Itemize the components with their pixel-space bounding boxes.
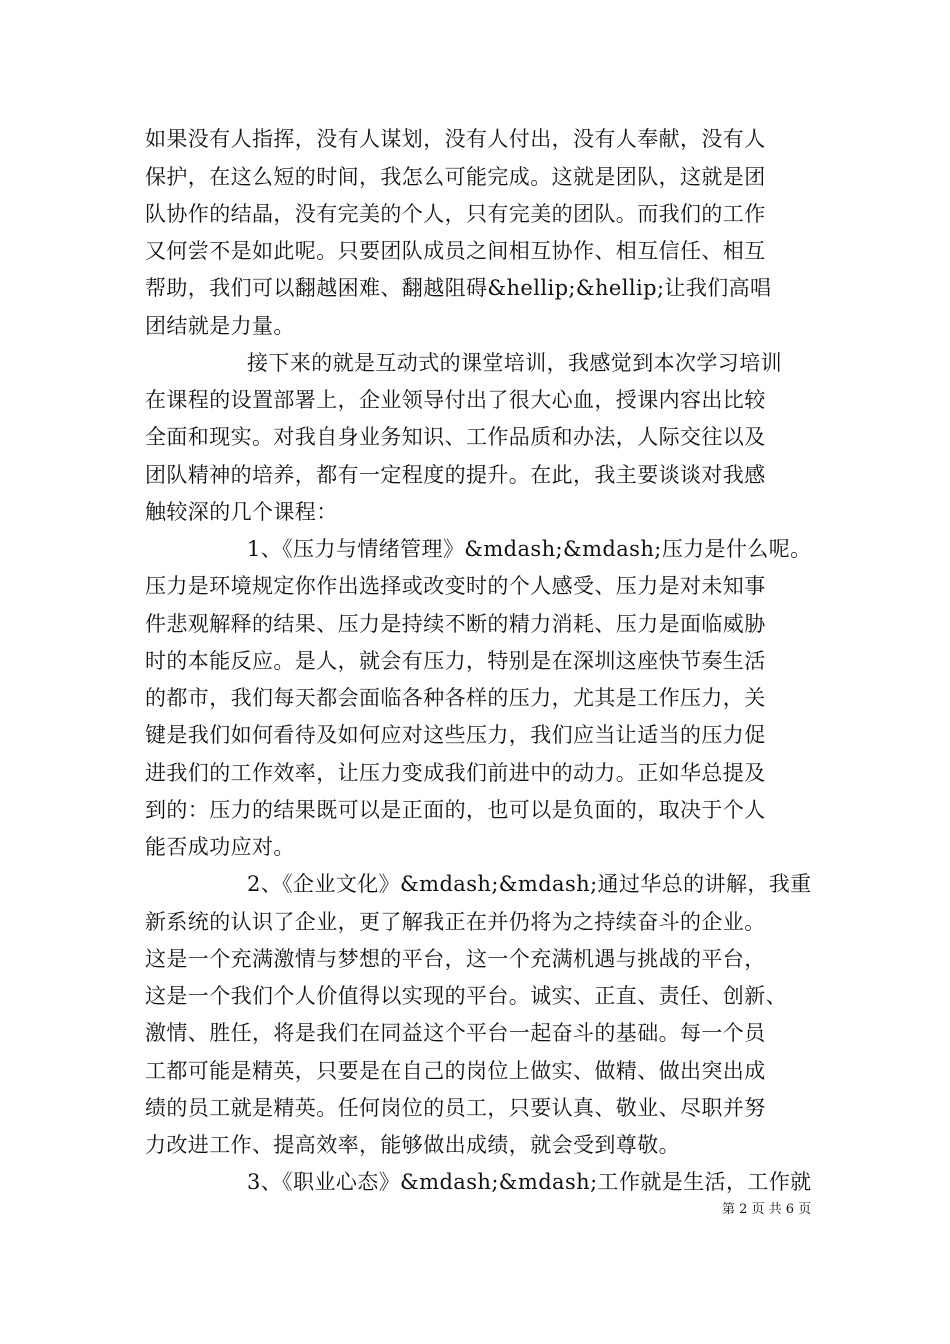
text-line: 帮助，我们可以翻越困难、翻越阻碍&hellip;&hellip;让我们高唱	[145, 276, 772, 300]
paragraph-first-line: 1、《压力与情绪管理》&mdash;&mdash;压力是什么呢。	[247, 537, 812, 561]
text-line: 新系统的认识了企业，更了解我正在并仍将为之持续奋斗的企业。	[145, 910, 766, 934]
text-line: 这是一个我们个人价值得以实现的平台。诚实、正直、责任、创新、	[145, 984, 787, 1008]
text-line: 又何尝不是如此呢。只要团队成员之间相互协作、相互信任、相互	[145, 239, 766, 263]
text-line: 在课程的设置部署上，企业领导付出了很大心血，授课内容出比较	[145, 388, 766, 412]
paragraph-first-line: 3、《职业心态》&mdash;&mdash;工作就是生活，工作就	[247, 1170, 812, 1194]
paragraph-first-line: 接下来的就是互动式的课堂培训，我感觉到本次学习培训	[247, 351, 782, 375]
text-line: 到的：压力的结果既可以是正面的，也可以是负面的，取决于个人	[145, 798, 766, 822]
text-line: 团队精神的培养，都有一定程度的提升。在此，我主要谈谈对我感	[145, 463, 766, 487]
text-line: 键是我们如何看待及如何应对这些压力，我们应当让适当的压力促	[145, 723, 766, 747]
page-number: 第 2 页 共 6 页	[722, 1202, 812, 1217]
text-line: 如果没有人指挥，没有人谋划，没有人付出，没有人奉献，没有人	[145, 127, 766, 151]
text-line: 进我们的工作效率，让压力变成我们前进中的动力。正如华总提及	[145, 761, 766, 785]
text-line: 队协作的结晶，没有完美的个人，只有完美的团队。而我们的工作	[145, 202, 766, 226]
text-line: 绩的员工就是精英。任何岗位的员工，只要认真、敬业、尽职并努	[145, 1096, 766, 1120]
text-line: 力改进工作、提高效率，能够做出成绩，就会受到尊敬。	[145, 1133, 680, 1157]
text-line: 激情、胜任，将是我们在同益这个平台一起奋斗的基础。每一个员	[145, 1021, 766, 1045]
text-line: 全面和现实。对我自身业务知识、工作品质和办法，人际交往以及	[145, 425, 766, 449]
text-line: 团结就是力量。	[145, 314, 295, 338]
text-line: 工都可能是精英，只要是在自己的岗位上做实、做精、做出突出成	[145, 1059, 766, 1083]
text-line: 触较深的几个课程：	[145, 500, 338, 524]
text-line: 时的本能反应。是人，就会有压力，特别是在深圳这座快节奏生活	[145, 649, 766, 673]
paragraph-first-line: 2、《企业文化》&mdash;&mdash;通过华总的讲解，我重	[247, 872, 812, 896]
text-line: 压力是环境规定你作出选择或改变时的个人感受、压力是对未知事	[145, 574, 766, 598]
text-line: 能否成功应对。	[145, 835, 295, 859]
text-line: 的都市，我们每天都会面临各种各样的压力，尤其是工作压力，关	[145, 686, 766, 710]
text-line: 这是一个充满激情与梦想的平台，这一个充满机遇与挑战的平台，	[145, 947, 766, 971]
text-line: 保护，在这么短的时间，我怎么可能完成。这就是团队，这就是团	[145, 165, 766, 189]
text-line: 件悲观解释的结果、压力是持续不断的精力消耗、压力是面临威胁	[145, 612, 766, 636]
